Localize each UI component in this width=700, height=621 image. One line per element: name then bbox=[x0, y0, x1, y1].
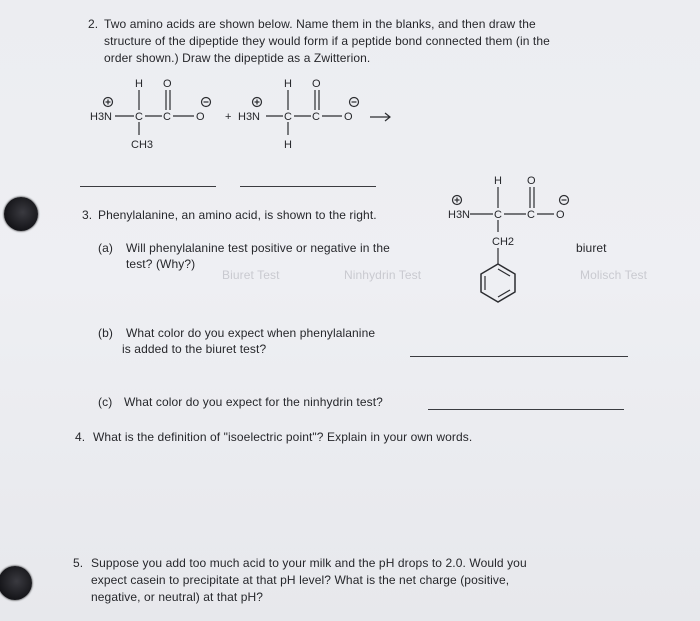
bleed-molisch-test: Molisch Test bbox=[580, 268, 648, 282]
q2-ala-alpha-c: C bbox=[135, 111, 143, 123]
phe-h: H bbox=[494, 175, 502, 187]
q3a-line-1: Will phenylalanine test positive or negative in the bbox=[126, 241, 390, 255]
q2-ala-h: H bbox=[135, 78, 143, 90]
q3a-label: (a) bbox=[98, 241, 113, 255]
q2-ala-ch3: CH3 bbox=[131, 139, 154, 151]
phe-h3n: H3N bbox=[448, 209, 471, 221]
q3-text: Phenylalanine, an amino acid, is shown to the right. bbox=[98, 208, 377, 222]
phe-o: O bbox=[527, 175, 536, 187]
q5-number: 5. bbox=[73, 556, 84, 570]
phe-ch2: CH2 bbox=[492, 236, 515, 248]
q4-number: 4. bbox=[75, 430, 86, 444]
q2-gly-h-bottom: H bbox=[284, 139, 292, 151]
q3-number: 3. bbox=[82, 208, 93, 222]
q3a-line-2: test? (Why?) bbox=[126, 257, 196, 271]
q3b-line-1: What color do you expect when phenylalanine bbox=[126, 326, 376, 340]
q2-ala-carbonyl-c: C bbox=[163, 111, 171, 123]
punch-hole-lower bbox=[0, 566, 32, 600]
q2-ala-h3n: H3N bbox=[90, 111, 113, 123]
q2-line-2: structure of the dipeptide they would form if a peptide bond connected them (in the bbox=[104, 34, 550, 48]
q2-amino-acid-structures bbox=[82, 72, 412, 152]
phe-carbonyl-c: C bbox=[527, 209, 535, 221]
q5-line-3: negative, or neutral) at that pH? bbox=[91, 590, 264, 604]
q2-line-3: order shown.) Draw the dipeptide as a Zwitterion. bbox=[104, 51, 371, 65]
q3c-label: (c) bbox=[98, 395, 113, 409]
phe-alpha-c: C bbox=[494, 209, 502, 221]
q2-blank-1[interactable] bbox=[80, 186, 216, 187]
q3c-text: What color do you expect for the ninhydrin test? bbox=[124, 395, 383, 409]
q2-gly-alpha-c: C bbox=[284, 111, 292, 123]
q2-gly-o-minus: O bbox=[344, 111, 353, 123]
q3b-line-2: is added to the biuret test? bbox=[122, 342, 267, 356]
punch-hole-upper bbox=[4, 197, 38, 231]
q3b-answer-blank[interactable] bbox=[410, 356, 628, 357]
q3c-answer-blank[interactable] bbox=[428, 409, 624, 410]
q2-gly-h3n: H3N bbox=[238, 111, 261, 123]
q2-ala-o-minus: O bbox=[196, 111, 205, 123]
q4-text: What is the definition of "isoelectric point"? Explain in your own words. bbox=[93, 430, 473, 444]
q2-gly-h-top: H bbox=[284, 78, 292, 90]
q2-plus: + bbox=[225, 111, 232, 123]
phe-o-minus: O bbox=[556, 209, 565, 221]
q2-line-1: Two amino acids are shown below. Name them in the blanks, and then draw the bbox=[104, 17, 536, 31]
phenylalanine-structure bbox=[440, 168, 580, 304]
q5-line-1: Suppose you add too much acid to your milk and the pH drops to 2.0. Would you bbox=[91, 556, 527, 570]
q3-side-word-biuret: biuret bbox=[576, 241, 607, 255]
q5-line-2: expect casein to precipitate at that pH level? What is the net charge (positive, bbox=[91, 573, 510, 587]
q2-ala-o: O bbox=[163, 78, 172, 90]
q2-blank-2[interactable] bbox=[240, 186, 376, 187]
q2-number: 2. bbox=[88, 17, 99, 31]
q2-gly-o: O bbox=[312, 78, 321, 90]
bleed-biuret-test: Biuret Test bbox=[222, 268, 280, 282]
bleed-ninhydrin-test: Ninhydrin Test bbox=[344, 268, 422, 282]
q2-gly-carbonyl-c: C bbox=[312, 111, 320, 123]
q3b-label: (b) bbox=[98, 326, 113, 340]
